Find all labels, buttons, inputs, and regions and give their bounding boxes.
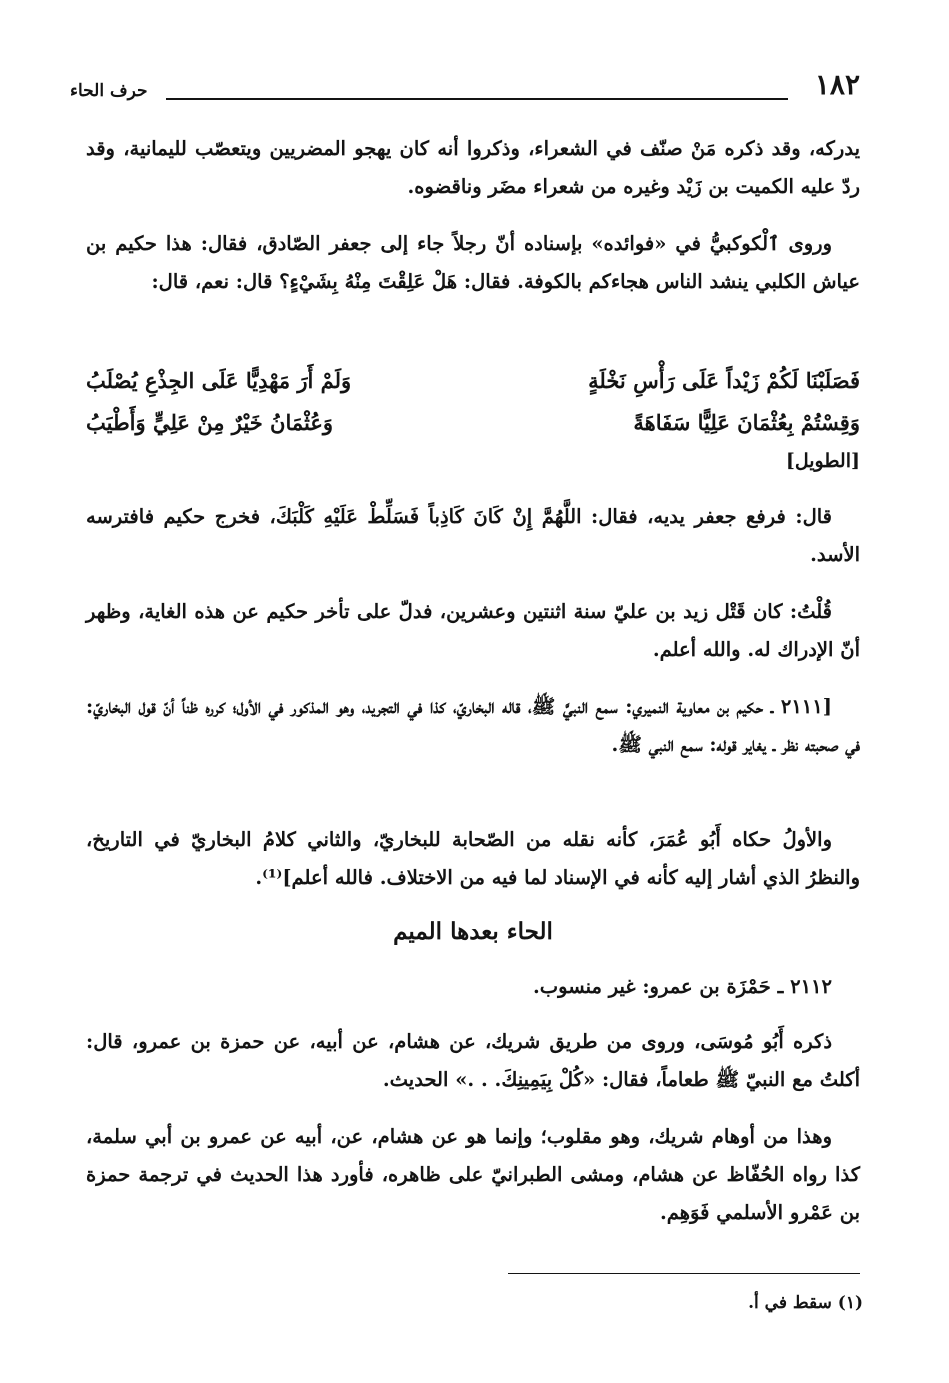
verse-2-hemistich-left: وَعُثْمَانُ خَيْرٌ مِنْ عَلِيٍّ وَأَطْيَبُ	[86, 410, 333, 435]
running-header	[70, 68, 860, 108]
paragraph-abu-umar: والأولُ حكاه أَبُو عُمَرَ، كأنه نقله من الصّحابة للبخاريّ، والثاني كلامُ البخاريّ في التاريخ، والنظرُ الذي أشار إليه كأنه في الإسناد لما فيه من الاختلاف. فالله أعلم]⁽¹⁾.	[86, 828, 860, 889]
text-block-4	[86, 593, 860, 669]
poem-block	[86, 360, 860, 472]
footnote-rule	[508, 1273, 860, 1274]
text-block-5	[86, 688, 860, 764]
running-title: حرف الحاء	[70, 81, 148, 101]
poem-meter-label: [الطويل]	[785, 450, 860, 472]
text-block-2	[86, 225, 860, 301]
paragraph-sharik-error: وهذا من أوهام شريك، وهو مقلوب؛ وإنما هو عن هشام، عن، أبيه عن عمرو بن أبي سلمة، كذا رواه الحُفّاظ عن هشام، ومشى الطبرانيّ على ظاهره، فأورد هذا الحديث في ترجمة حمزة بن عَمْرو الأسلمي فَوَهِم.	[86, 1125, 860, 1224]
paragraph-continuation: يدركه، وقد ذكره مَنْ صنّف في الشعراء، وذكروا أنه كان يهجو المضريين ويتعصّب لليمانية، وقد ردّ عليه الكميت بن زَيْد وغيره من شعراء مضَر وناقضوه.	[86, 137, 860, 198]
verse-2-hemistich-right: وَقِسْتُمْ بِعُثْمَانَ عَلِيًّا سَفَاهَةً	[633, 410, 860, 435]
section-heading: الحاء بعدها الميم	[393, 918, 553, 945]
verse-1-hemistich-right: فَصَلَبْنَا لَكُمْ زَيْداً عَلَى رَأْسِ نَخْلَةٍ	[588, 368, 860, 393]
paragraph-kawkabi: وروى ٱلْكوكبيُّ في «فوائده» بإسناده أنّ رجلاً جاء إلى جعفر الصّادق، فقال: هذا حكيم بن عياش الكلبي ينشد الناس هجاءكم بالكوفة. فقال: هَلْ عَلِقْتَ مِنْهُ بِشَيْءٍ؟ قال: نعم، قال:	[86, 232, 860, 293]
text-block-7	[86, 968, 860, 1006]
footnote-1: (١) سقط في أ.	[748, 1293, 863, 1313]
text-block-8	[86, 1023, 860, 1099]
paragraph-abu-musa: ذكره أَبُو مُوسَى، وروى من طريق شريك، عن هشام، عن أبيه، عن حمزة بن عمرو، قال: أكلتُ مع النبيّ ﷺ طعاماً، فقال: «كُلْ بِيَمِينِكَ. . .» الحديث.	[86, 1030, 860, 1091]
text-block-6	[86, 821, 860, 897]
verse-line-2	[86, 402, 860, 444]
entry-2112: ٢١١٢ ـ حَمْزَة بن عمرو: غير منسوب.	[533, 975, 832, 998]
paragraph-qultu: قُلْتُ: كان قَتْل زيد بن عليّ سنة اثنتين وعشرين، فدلّ على تأخر حكيم عن هذه الغاية، وظهر أنّ الإدراك له. والله أعلم.	[86, 600, 860, 661]
text-block-3	[86, 498, 860, 574]
header-rule	[166, 98, 788, 100]
text-block-1	[86, 130, 860, 206]
paragraph-jafar-prayer: قال: فرفع جعفر يديه، فقال: اللَّهُمَّ إِنْ كَانَ كَاذِباً فَسَلِّطْ عَلَيْهِ كَلْبَكَ، فخرج حكيم فافترسه الأسد.	[86, 505, 860, 566]
verse-1-hemistich-left: وَلَمْ أَرَ مَهْدِيًّا عَلَى الجِذْعِ يُصْلَبُ	[86, 368, 352, 393]
text-block-9	[86, 1118, 860, 1232]
verse-line-1	[86, 360, 860, 402]
entry-2111: [٢١١١ ـ حكيم بن معاوية النميري: سمع النبيَّ ﷺ، قاله البخاريّ، كذا في التجريد، وهو المذكور في الأول؛ كرره ظناً أنّ قول البخاريّ: في صحبته نظر ـ يغاير قوله: سمع النبي ﷺ.	[86, 695, 860, 756]
page-number: ١٨٢	[814, 68, 860, 101]
